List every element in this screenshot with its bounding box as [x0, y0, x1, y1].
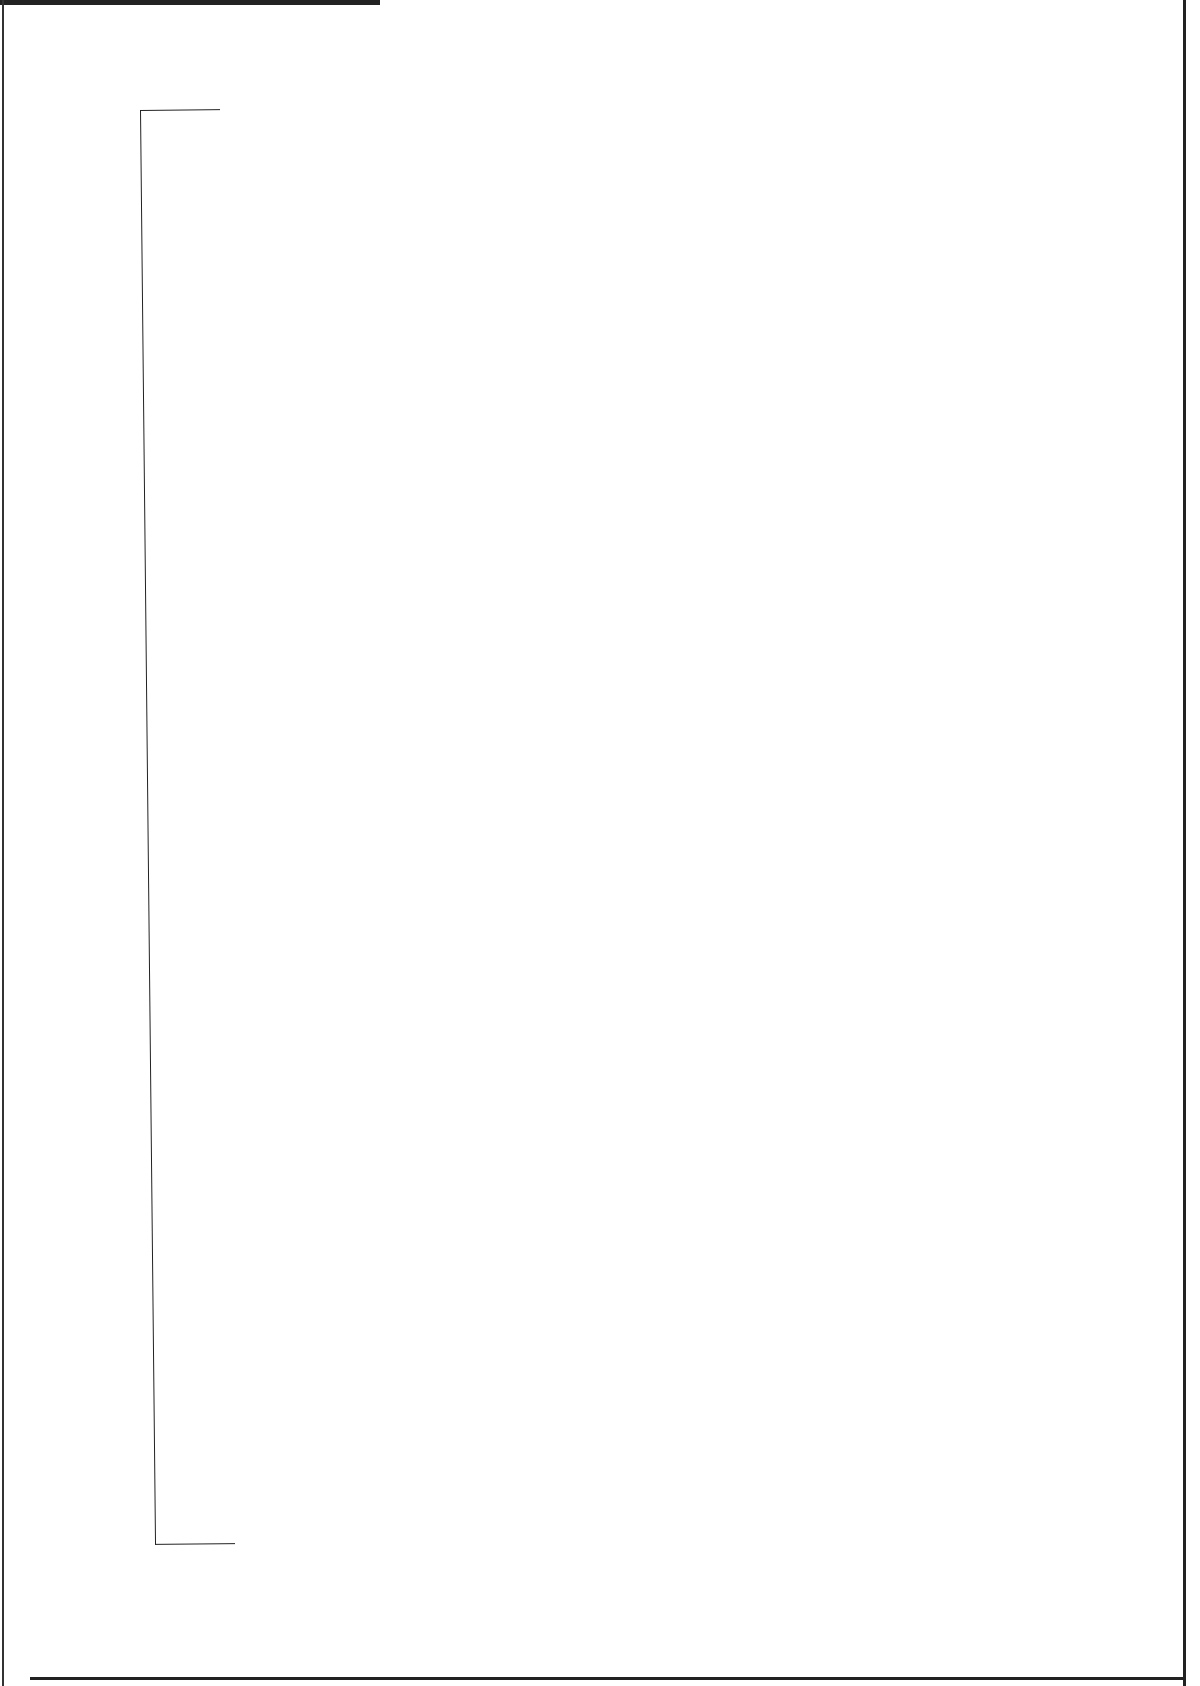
scan-edge-top: [0, 0, 380, 5]
scan-edge-left: [2, 0, 4, 1686]
scan-edge-right: [1183, 0, 1186, 1686]
table-left-column: [140, 109, 235, 1545]
scan-edge-bottom: [30, 1677, 1186, 1680]
